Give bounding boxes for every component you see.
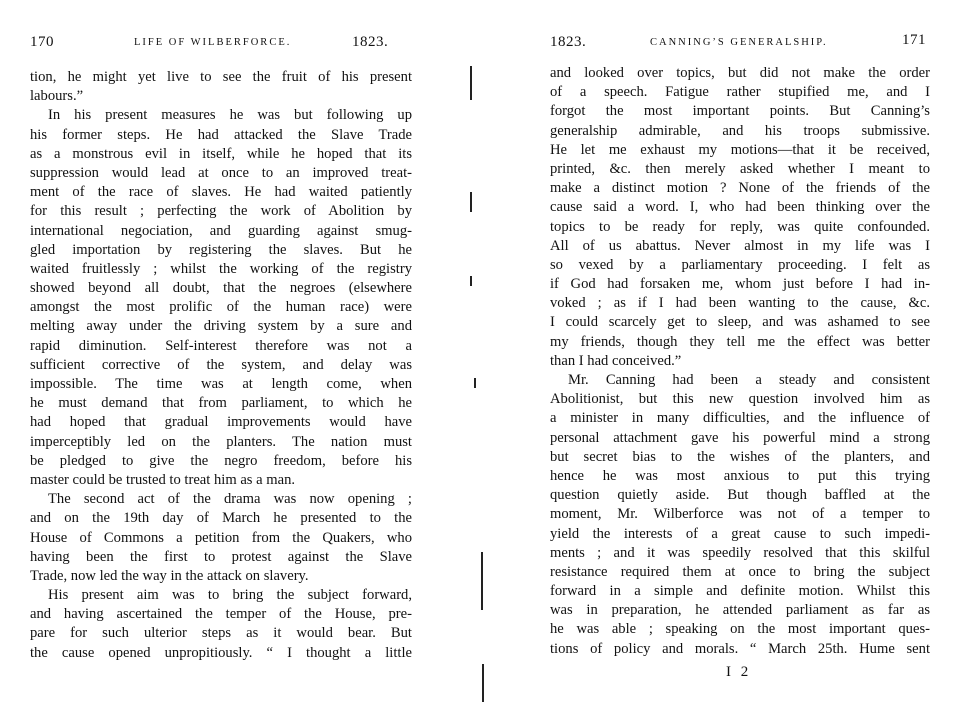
text-line: Mr. Canning had been a steady and consistent <box>568 372 930 388</box>
text-line: suppression would lead at once to an improved treat- <box>30 164 412 181</box>
left-page <box>0 0 470 705</box>
text-line: had hoped that gradual improvements would have <box>30 414 412 431</box>
text-line: waited fruitlessly ; whilst the working of the registry <box>30 260 412 277</box>
text-line: impossible. The time was at length come, when <box>30 376 412 392</box>
text-line: forgot the most important points. But Canning’s <box>550 103 930 120</box>
gutter-mark <box>470 192 472 212</box>
text-line: the cause opened unpropitiously. “ I thought a little <box>30 644 412 661</box>
text-line: I could scarcely get to sleep, and was ashamed to see <box>550 314 930 331</box>
text-line: ments ; and it was speedily resolved that this skilful <box>550 544 930 561</box>
text-line: Trade, now led the way in the attack on slavery. <box>30 567 309 584</box>
text-line: gled importation by registering the slaves. But he <box>30 241 412 258</box>
gutter-mark <box>474 378 476 388</box>
text-line: for this result ; perfecting the work of Abolition by <box>30 203 412 220</box>
gutter-mark <box>470 66 472 100</box>
text-line: question quietly aside. But though baffled at the <box>550 487 930 504</box>
right-page-number: 171 <box>902 32 926 48</box>
text-line: labours.” <box>30 88 84 105</box>
text-line: having been the first to protest against the Slave <box>30 548 412 565</box>
left-running-title: LIFE OF WILBERFORCE. <box>134 37 292 48</box>
text-line: amongst the most prolific of the human race) were <box>30 299 412 316</box>
text-line: make a distinct motion ? None of the friends of the <box>550 180 930 197</box>
text-line: he must demand that from parliament, to which he <box>30 395 412 412</box>
text-line: and having ascertained the temper of the House, pre- <box>30 606 412 623</box>
signature-mark: I 2 <box>726 664 752 680</box>
text-line: melting away under the driving system by a sure and <box>30 318 412 335</box>
right-running-year: 1823. <box>550 34 587 50</box>
text-line: cause said a word. I, who had been thinking over the <box>550 199 930 216</box>
text-line: printed, &c. then merely asked whether I meant to <box>550 160 930 177</box>
gutter-mark <box>481 552 483 610</box>
text-line: He let me exhaust my motions—that it be received, <box>550 141 930 158</box>
text-line: pare for such ulterior steps as it would bear. But <box>30 625 412 642</box>
text-line: voked ; as if I had been wanting to the cause, &c. <box>550 295 930 312</box>
left-page-number: 170 <box>30 34 54 50</box>
text-line: Abolitionist, but this new question involved him as <box>550 391 930 408</box>
text-line: and looked over topics, but did not make the order <box>550 65 930 81</box>
text-line: of a speech. Fatigue rather stupified me, and I <box>550 84 930 101</box>
text-line: hence he was most anxious to put this trying <box>550 467 930 484</box>
gutter-mark <box>482 664 484 702</box>
text-line: sufficient corrective of the system, and delay was <box>30 356 412 373</box>
right-running-title: CANNING’S GENERALSHIP. <box>650 37 828 48</box>
text-line: rapid diminution. Self-interest therefore was not a <box>30 337 412 354</box>
text-line: as a monstrous evil in itself, while he hoped that its <box>30 145 412 162</box>
text-line: personal attachment gave his powerful mind a strong <box>550 429 930 446</box>
text-line: master could be trusted to treat him as a man. <box>30 471 296 488</box>
text-line: forward in a simple and definite motion. Whilst this <box>550 583 930 600</box>
text-line: All of us abattus. Never almost in my life was I <box>550 237 930 254</box>
text-line: tions of policy and morals. “ March 25th. Hume sent <box>550 640 930 657</box>
gutter-mark <box>470 276 472 286</box>
text-line: House of Commons a petition from the Quakers, who <box>30 529 412 546</box>
text-line: yield the interests of a great cause to such impedi- <box>550 525 930 542</box>
text-line: The second act of the drama was now opening ; <box>48 491 412 508</box>
text-line: and on the 19th day of March he presented to the <box>30 510 412 527</box>
text-line: be pledged to give the negro freedom, before his <box>30 452 412 469</box>
text-line: he was able ; speaking on the most important ques- <box>550 621 930 638</box>
text-line: his former steps. He had attacked the Slave Trade <box>30 126 412 143</box>
text-line: imperceptibly led on the planters. The nation must <box>30 433 412 450</box>
text-line: generalship admirable, and his troops submissive. <box>550 122 930 139</box>
text-line: a minister in many difficulties, and the influence of <box>550 410 930 427</box>
text-line: so vexed by a parliamentary proceeding. I felt as <box>550 256 930 273</box>
text-line: topics to be ready for reply, was quite confounded. <box>550 218 930 235</box>
text-line: than I had conceived.” <box>550 352 682 369</box>
text-line: His present aim was to bring the subject forward, <box>48 587 412 604</box>
text-line: my friends, though they tell me the effect was better <box>550 333 930 350</box>
text-line: tion, he might yet live to see the fruit of his present <box>30 69 412 85</box>
text-line: In his present measures he was but following up <box>48 107 412 124</box>
left-body-text <box>30 68 412 663</box>
text-line: international negociation, and guarding against smug- <box>30 222 412 239</box>
text-line: was in preparation, he attended parliament as far as <box>550 602 930 619</box>
text-line: moment, Mr. Wilberforce was not of a temper to <box>550 506 930 523</box>
left-running-year: 1823. <box>352 34 389 50</box>
text-line: but secret bias to the wishes of the planters, and <box>550 448 930 465</box>
right-page <box>490 0 980 705</box>
text-line: ment of the race of slaves. He had waited patiently <box>30 184 412 201</box>
text-line: if God had forsaken me, whom just before I had in- <box>550 276 930 293</box>
text-line: resistance required them at once to bring the subject <box>550 563 930 580</box>
right-body-text <box>550 64 930 659</box>
text-line: showed beyond all doubt, that the negroes (elsewhere <box>30 280 412 297</box>
